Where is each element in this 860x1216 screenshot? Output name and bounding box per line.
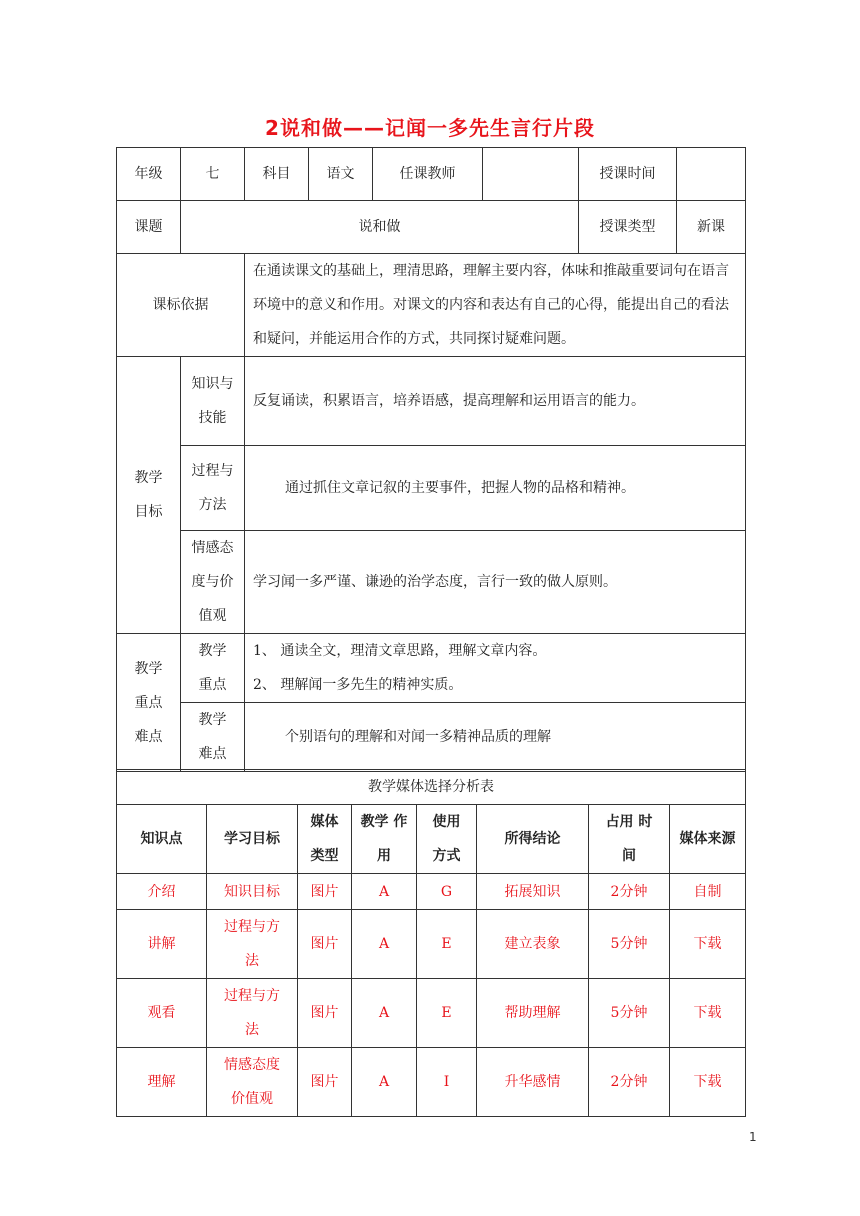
header-cell: [670, 805, 746, 874]
document-title: 2说和做——记闻一多先生言行片段: [265, 116, 595, 140]
cell-source: 下载: [670, 910, 746, 979]
cell-goal: [207, 910, 298, 979]
cell-type: 图片: [298, 910, 352, 979]
basis-text: 在通读课文的基础上，理清思路，理解主要内容，体味和推敲重要词句在语言环境中的意义和作用。对课文的内容和表达有自己的心得，能提出自己的看法和疑问，并能运用合作的方式，共同探讨疑难问题。: [245, 254, 746, 357]
keypoints-label-line: 难点: [134, 728, 163, 745]
media-title: 教学媒体选择分析表: [117, 770, 746, 805]
keypoints-label-line: 教学: [134, 660, 163, 677]
goal-label: [181, 446, 245, 531]
teacher-label: 任课教师: [373, 148, 483, 201]
info-row: [117, 148, 746, 201]
table-row: [117, 910, 746, 979]
cell-mode: E: [417, 910, 477, 979]
header-cell: [352, 805, 417, 874]
cell-time: 2分钟: [589, 874, 670, 910]
goal-label-line: 过程与: [191, 463, 234, 479]
cell-goal-line: 法: [245, 953, 259, 969]
goals-label-line: 教学: [134, 470, 163, 486]
keypoint-row: [117, 634, 746, 703]
cell-time: 2分钟: [589, 1048, 670, 1117]
media-table: [116, 769, 746, 1117]
keypoints-label: [117, 634, 181, 772]
cell-goal-line: 过程与方: [224, 919, 280, 935]
cell-type: 图片: [298, 979, 352, 1048]
media-title-row: [117, 770, 746, 805]
header-line: 媒体来源: [679, 831, 736, 847]
goal-row: [117, 446, 746, 531]
cell-mode: I: [417, 1048, 477, 1117]
goal-label-line: 情感态: [191, 540, 234, 556]
header-line: 间: [622, 848, 636, 864]
type-value: 新课: [677, 201, 746, 254]
cell-goal: [207, 1048, 298, 1117]
cell-role: A: [352, 874, 417, 910]
goal-label-line: 值观: [198, 608, 227, 624]
table-row: [117, 874, 746, 910]
cell-goal-line: 过程与方: [224, 988, 280, 1004]
cell-type: 图片: [298, 874, 352, 910]
goal-label: [181, 357, 245, 446]
cell-point: 讲解: [117, 910, 207, 979]
grade-value: 七: [181, 148, 245, 201]
page-number: 1: [749, 1130, 757, 1144]
cell-goal-line: 情感态度: [224, 1057, 280, 1073]
header-line: 知识点: [140, 831, 183, 847]
header-cell: [117, 805, 207, 874]
topic-label: 课题: [117, 201, 181, 254]
header-cell: [417, 805, 477, 874]
goals-label: [117, 357, 181, 634]
cell-source: 自制: [670, 874, 746, 910]
goal-label-line: 知识与: [191, 376, 234, 392]
cell-source: 下载: [670, 1048, 746, 1117]
goal-row: [117, 531, 746, 634]
header-line: 学习目标: [224, 831, 280, 847]
header-cell: [298, 805, 352, 874]
cell-result: 升华感情: [477, 1048, 589, 1117]
diff-text: 个别语句的理解和对闻一多精神品质的理解: [245, 703, 746, 772]
cell-point: 理解: [117, 1048, 207, 1117]
diff-label-line: 难点: [198, 746, 227, 762]
time-label: 授课时间: [579, 148, 677, 201]
cell-role: A: [352, 979, 417, 1048]
key-label-line: 教学: [198, 643, 227, 659]
cell-mode: G: [417, 874, 477, 910]
cell-role: A: [352, 910, 417, 979]
cell-time: 5分钟: [589, 910, 670, 979]
header-line: 占用 时: [605, 814, 653, 830]
goal-label: [181, 531, 245, 634]
keypoints-label-line: 重点: [134, 694, 163, 711]
cell-point: 介绍: [117, 874, 207, 910]
cell-point: 观看: [117, 979, 207, 1048]
topic-row: [117, 201, 746, 254]
grade-label: 年级: [117, 148, 181, 201]
table-row: [117, 1048, 746, 1117]
cell-goal: [207, 979, 298, 1048]
header-line: 方式: [432, 848, 461, 864]
goal-row: [117, 357, 746, 446]
subject-label: 科目: [245, 148, 309, 201]
time-value: [677, 148, 746, 201]
diff-label: [181, 703, 245, 772]
cell-result: 建立表象: [477, 910, 589, 979]
subject-value: 语文: [309, 148, 373, 201]
difficulty-row: [117, 703, 746, 772]
header-line: 类型: [310, 848, 339, 864]
cell-goal-line: 法: [245, 1022, 259, 1038]
topic-value: 说和做: [181, 201, 579, 254]
cell-source: 下载: [670, 979, 746, 1048]
cell-time: 5分钟: [589, 979, 670, 1048]
key-points: [245, 634, 746, 703]
type-label: 授课类型: [579, 201, 677, 254]
key-label: [181, 634, 245, 703]
table-row: [117, 979, 746, 1048]
cell-result: 帮助理解: [477, 979, 589, 1048]
goal-text: 反复诵读，积累语言，培养语感，提高理解和运用语言的能力。: [245, 357, 746, 446]
goal-label-line: 技能: [198, 410, 227, 426]
header-cell: [589, 805, 670, 874]
lesson-info-table: [116, 147, 746, 772]
cell-goal: 知识目标: [207, 874, 298, 910]
goal-text: 学习闻一多严谨、谦逊的治学态度，言行一致的做人原则。: [245, 531, 746, 634]
cell-type: 图片: [298, 1048, 352, 1117]
teacher-value: [483, 148, 579, 201]
header-line: 教学 作: [360, 814, 408, 830]
key-point-item: 1、 通读全文，理清文章思路，理解文章内容。: [253, 643, 547, 659]
header-line: 媒体: [310, 814, 339, 830]
cell-goal-line: 价值观: [231, 1091, 273, 1107]
goals-label-line: 目标: [134, 504, 163, 520]
diff-label-line: 教学: [198, 712, 227, 728]
key-point-item: 2、 理解闻一多先生的精神实质。: [253, 677, 463, 693]
media-header-row: [117, 805, 746, 874]
goal-label-line: 度与价: [191, 574, 234, 590]
cell-result: 拓展知识: [477, 874, 589, 910]
cell-mode: E: [417, 979, 477, 1048]
header-line: 所得结论: [504, 831, 561, 847]
goal-label-line: 方法: [198, 497, 227, 513]
key-label-line: 重点: [198, 677, 227, 693]
header-line: 用: [377, 848, 391, 864]
header-line: 使用: [432, 814, 461, 830]
goal-text: 通过抓住文章记叙的主要事件，把握人物的品格和精神。: [245, 446, 746, 531]
cell-role: A: [352, 1048, 417, 1117]
basis-label: 课标依据: [117, 254, 245, 357]
basis-row: [117, 254, 746, 357]
header-cell: [477, 805, 589, 874]
header-cell: [207, 805, 298, 874]
